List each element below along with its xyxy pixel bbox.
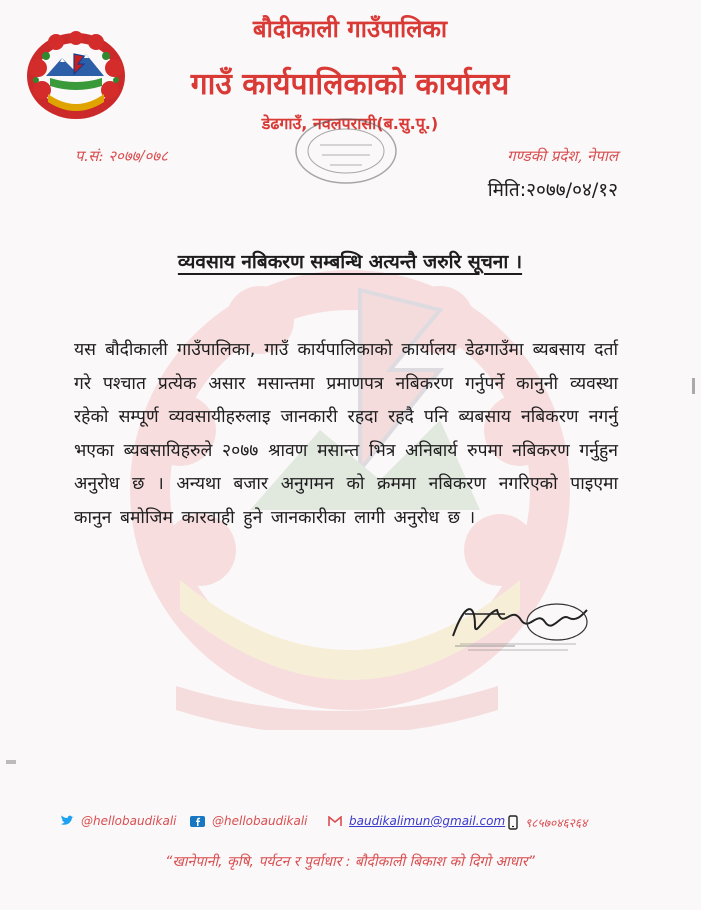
nepal-emblem-icon xyxy=(24,28,128,120)
signatory-seal xyxy=(458,638,578,654)
notice-body: यस बौदीकाली गाउँपालिका, गाउँ कार्यपालिकाको कार्यालय डेढगाउँमा ब्यबसाय दर्ता गरे पश्चात प्रत्येक असार मसान्तमा प्रमाणपत्र नबिकरण गर्नुपर्ने कानुनी व्यवस्था रहेको सम्पूर्ण व्यवसायीहरुलाइ जानकारी रहदा रहदै पनि ब्यबसाय नबिकरण नगर्नु भएका ब्यबसायिहरुले २०७७ श्रावण मसान्त भित्र अनिबार्य रुपमा नबिकरण गर्नुहुन अनुरोध छ । अन्यथा बजार अनुगमन को क्रममा नबिकरण नगरिएको पाइएमा कानुन बमोजिम कारवाही हुने जानकारीका लागी अनुरोध छ । xyxy=(74,340,618,528)
reference-number: प.सं: २०७७/०७८ xyxy=(75,147,168,165)
mail-icon xyxy=(328,816,342,827)
email-address[interactable]: baudikalimun@gmail.com xyxy=(349,814,506,828)
office-stamp xyxy=(290,115,402,187)
twitter-icon xyxy=(60,815,74,827)
facebook-handle: @hellobaudikali xyxy=(212,814,308,828)
facebook-contact[interactable] xyxy=(190,814,308,828)
contact-footer xyxy=(60,814,650,836)
scan-mark xyxy=(6,760,16,764)
twitter-contact[interactable] xyxy=(60,814,177,828)
phone-icon xyxy=(508,815,518,830)
notice-title: व्यवसाय नबिकरण सम्बन्धि अत्यन्तै जरुरि सूचना । xyxy=(177,251,523,273)
phone-contact[interactable] xyxy=(508,814,587,831)
office-address: डेढगाउँ, नवलपरासी(ब.सु.पू.) xyxy=(261,114,439,133)
facebook-icon xyxy=(190,816,205,827)
phone-number: ९८५७०४६२६४ xyxy=(525,816,588,830)
twitter-handle: @hellobaudikali xyxy=(81,814,177,828)
letter-date: मिति:२०७७/०४/१२ xyxy=(487,179,618,201)
footer-slogan: “खानेपानी, कृषि, पर्यटन र पुर्वाधार : बौदीकाली बिकाश को दिगो आधार” xyxy=(165,854,535,870)
email-contact[interactable] xyxy=(328,814,505,828)
province-label: गण्डकी प्रदेश, नेपाल xyxy=(507,147,618,165)
office-name: गाउँ कार्यपालिकाको कार्यालय xyxy=(190,67,510,102)
emblem-ribbon-watermark xyxy=(172,676,502,730)
scan-mark xyxy=(692,378,695,394)
municipality-name: बौदीकाली गाउँपालिका xyxy=(252,15,448,43)
